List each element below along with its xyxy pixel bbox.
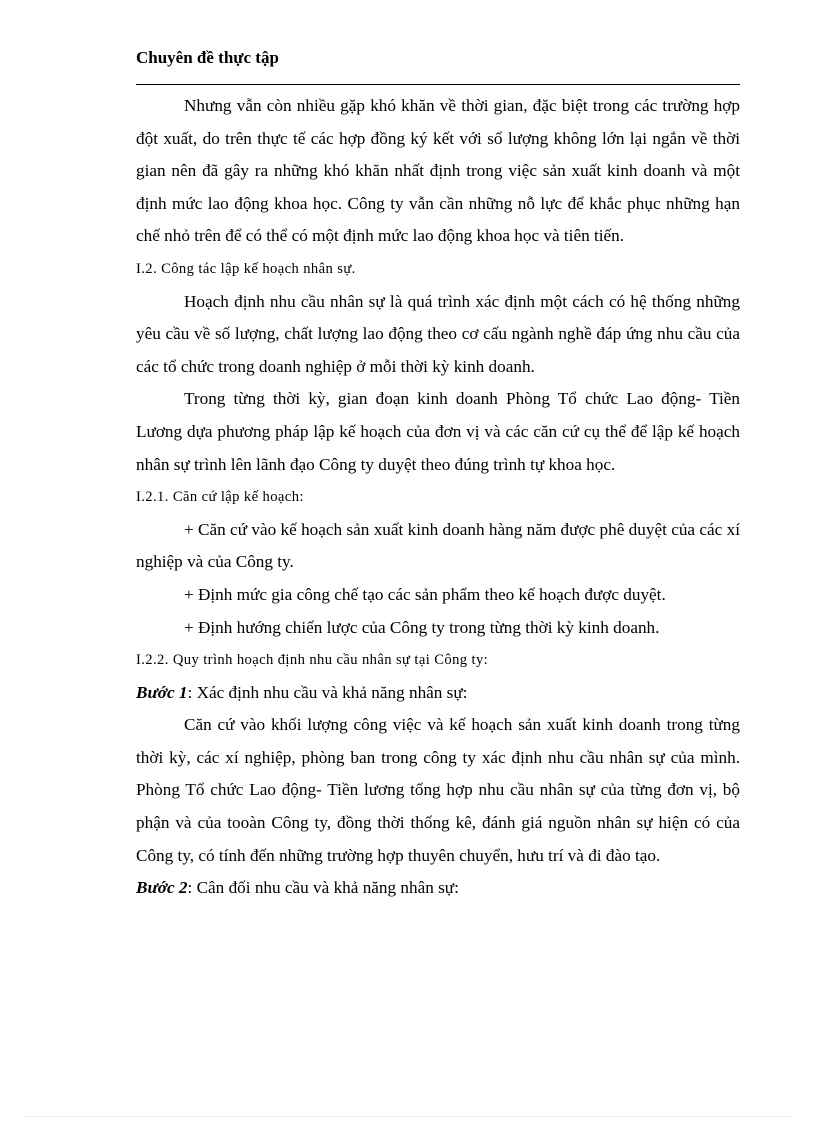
step-2-line (136, 872, 740, 905)
step-2-label: Bước 2 (136, 878, 188, 898)
basis-item-2: + Định mức gia công chế tạo các sản phẩm theo kế hoạch được duyệt. (184, 584, 666, 604)
document-page (136, 46, 740, 898)
paragraph-difficulties: Nhưng vẫn còn nhiều gặp khó khăn về thời gian, đặc biệt trong các trường hợp đột xuất, do trên thực tế các hợp đồng ký kết với số lượng không lớn lại ngắn về thời gian nên đã gây ra những khó khăn nhất định trong việc sản xuất kinh doanh và một định mức lao động khoa học. Công ty vẫn cần những nỗ lực để khắc phục những hạn chế nhỏ trên để có thể có một định mức lao động khoa học và tiên tiến. (136, 96, 740, 246)
paragraph-planning-definition: Hoạch định nhu cầu nhân sự là quá trình xác định một cách có hệ thống những yêu cầu về số lượng, chất lượng lao động theo cơ cấu ngành nghề đáp ứng nhu cầu của các tổ chức trong doanh nghiệp ở mỗi thời kỳ kinh doanh. (136, 291, 740, 376)
document-body (136, 90, 740, 905)
basis-item-3: + Định hướng chiến lược của Công ty trong từng thời kỳ kinh doanh. (184, 617, 660, 637)
basis-item-1: + Căn cứ vào kế hoạch sản xuất kinh doanh hàng năm được phê duyệt của các xí nghiệp và của Công ty. (136, 519, 740, 572)
page-header-title: Chuyên đề thực tập (136, 48, 279, 67)
paragraph-planning-process: Trong từng thời kỳ, gian đoạn kinh doanh Phòng Tổ chức Lao động- Tiền Lương dựa phương pháp lập kế hoạch của đơn vị và các căn cứ cụ thể để lập kế hoạch nhân sự trình lên lãnh đạo Công ty duyệt theo đúng trình tự khoa học. (136, 389, 740, 474)
header-divider (136, 84, 740, 85)
paragraph-step-1-detail: Căn cứ vào khối lượng công việc và kế hoạch sản xuất kinh doanh trong từng thời kỳ, các xí nghiệp, phòng ban trong công ty xác định nhu cầu nhân sự của mình. Phòng Tổ chức Lao động- Tiền lương tổng hợp nhu cầu nhân sự của từng đơn vị, bộ phận và của tooàn Công ty, đồng thời thống kê, đánh giá nguồn nhân sự hiện có của Công ty, có tính đến những trường hợp thuyên chuyển, hưu trí và đi đào tạo. (136, 715, 740, 865)
step-1-line (136, 677, 740, 710)
section-heading-i2: I.2. Công tác lập kế hoạch nhân sự. (136, 260, 356, 277)
page-bottom-border (26, 1116, 790, 1117)
step-1-text: : Xác định nhu cầu và khả năng nhân sự: (187, 682, 468, 702)
step-2-text: : Cân đối nhu cầu và khả năng nhân sự: (187, 878, 459, 898)
step-1-label: Bước 1 (136, 682, 188, 702)
section-heading-i22: I.2.2. Quy trình hoạch định nhu cầu nhân sự tại Công ty: (136, 652, 489, 669)
section-heading-i21: I.2.1. Căn cứ lập kế hoạch: (136, 489, 304, 506)
